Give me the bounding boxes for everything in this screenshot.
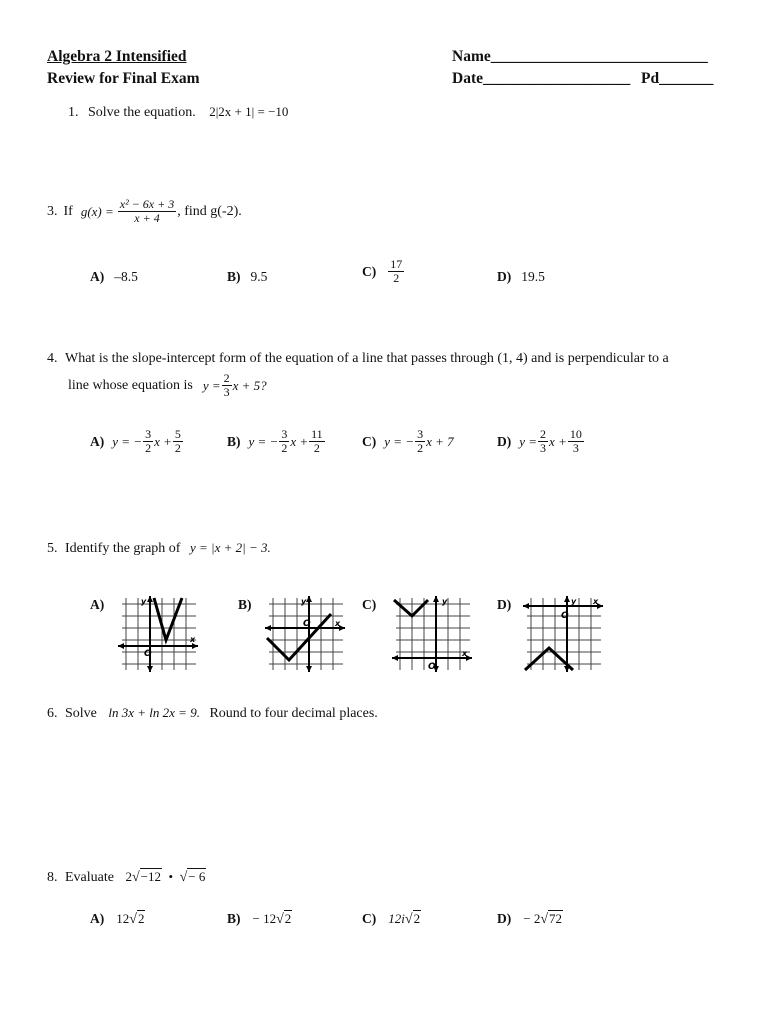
fraction-numerator: 5 — [174, 427, 181, 441]
choice-d[interactable] — [497, 268, 545, 286]
fraction-numerator: 3 — [281, 427, 288, 441]
graph-choice-a-label[interactable]: A) — [90, 597, 105, 612]
fraction-numerator: x² − 6x + 3 — [119, 197, 175, 211]
radical-sign: √ — [179, 870, 188, 885]
choice-value: 19.5 — [521, 269, 545, 284]
question-5 — [47, 540, 271, 557]
radicand: 2 — [284, 911, 292, 926]
fraction-numerator: 10 — [569, 427, 582, 441]
question-number: 1. — [68, 105, 79, 120]
date-field[interactable]: Date___________________ — [452, 70, 631, 87]
choice-label: A) — [90, 433, 105, 449]
coefficient: − 2 — [523, 911, 541, 926]
multiply-dot: • — [168, 869, 174, 884]
fraction-numerator: 17 — [390, 257, 403, 271]
choice-label: D) — [497, 911, 512, 926]
choice-c[interactable] — [362, 910, 421, 928]
coefficient: 12i — [388, 911, 405, 926]
coefficient: 2 — [125, 869, 132, 884]
fraction-denominator: 2 — [145, 441, 152, 455]
equation-lhs: y = − — [384, 433, 415, 449]
equation-lhs: y = — [519, 433, 538, 449]
question-number: 3. — [47, 203, 58, 219]
equation-lhs: y = − — [248, 433, 279, 449]
choice-label: A) — [90, 269, 105, 284]
origin-label: O — [303, 619, 311, 629]
course-title: Algebra 2 Intensified — [47, 48, 187, 65]
question-4-line-2 — [68, 372, 267, 399]
question-8 — [47, 869, 206, 886]
fraction-denominator: 2 — [174, 441, 181, 455]
fraction — [388, 258, 404, 285]
fraction-denominator: x + 4 — [134, 211, 160, 225]
fraction-numerator: 2 — [223, 371, 230, 385]
origin-label: O — [428, 662, 436, 672]
origin-label: O — [561, 611, 569, 621]
name-field[interactable]: Name____________________________ — [452, 48, 708, 65]
choice-label: C) — [362, 911, 377, 926]
fraction — [568, 428, 584, 455]
question-number: 4. — [47, 351, 58, 366]
choice-b[interactable] — [227, 910, 292, 928]
question-expression: y = |x + 2| − 3. — [189, 540, 271, 555]
choice-c[interactable] — [362, 258, 405, 285]
radicand: 2 — [137, 911, 145, 926]
axis-x-label: x — [593, 597, 599, 606]
choice-value: –8.5 — [114, 269, 138, 284]
graph-b[interactable] — [263, 594, 347, 674]
equation-lhs: y = — [202, 377, 221, 393]
radicand: 72 — [549, 911, 563, 926]
fraction-numerator: 11 — [311, 427, 323, 441]
coefficient: − 12 — [252, 911, 277, 926]
question-6 — [47, 705, 378, 722]
question-text: Solve the equation. — [88, 105, 196, 120]
choice-b[interactable] — [227, 268, 267, 286]
fraction — [279, 428, 289, 455]
choice-b[interactable] — [227, 428, 326, 455]
fraction — [118, 198, 176, 225]
fraction-denominator: 2 — [313, 441, 320, 455]
choice-label: A) — [90, 911, 105, 926]
radical-sign: √ — [131, 870, 140, 885]
choice-d[interactable] — [497, 910, 563, 928]
choice-label: B) — [227, 433, 241, 449]
graph-choice-c-label[interactable]: C) — [362, 597, 377, 612]
question-text: Evaluate — [65, 870, 114, 885]
equation-rest: x + 5? — [232, 377, 267, 393]
graph-c[interactable] — [390, 594, 474, 674]
axis-x-label: x — [462, 649, 468, 658]
fraction-denominator: 3 — [223, 385, 230, 399]
radicand: − 6 — [188, 869, 206, 884]
equation-mid: x + — [154, 433, 172, 449]
question-text: line whose equation is — [68, 377, 193, 393]
axis-y-label: y — [141, 597, 147, 606]
radical-sign: √ — [129, 912, 137, 927]
graph-d[interactable] — [521, 594, 605, 674]
choice-a[interactable] — [90, 910, 145, 928]
choice-label: D) — [497, 433, 512, 449]
fraction — [222, 372, 232, 399]
equation-mid: x + — [290, 433, 309, 449]
fraction — [143, 428, 153, 455]
question-number: 6. — [47, 706, 58, 721]
question-suffix: , find g(-2). — [177, 203, 242, 219]
choice-label: B) — [227, 911, 241, 926]
fraction-numerator: 3 — [145, 427, 152, 441]
question-prefix: If — [63, 203, 73, 219]
question-1 — [68, 104, 288, 121]
question-expression: 2|2x + 1| = −10 — [209, 104, 289, 119]
choice-value: 9.5 — [250, 269, 268, 284]
question-4-line-1 — [47, 351, 669, 367]
fraction-denominator: 2 — [393, 271, 400, 285]
choice-c[interactable] — [362, 428, 454, 455]
radicand: −12 — [140, 869, 162, 884]
axis-y-label: y — [301, 597, 307, 606]
question-number: 8. — [47, 870, 58, 885]
choice-label: C) — [362, 263, 377, 279]
radical-sign: √ — [540, 912, 549, 927]
fraction — [538, 428, 548, 455]
question-number: 5. — [47, 541, 58, 556]
graph-choice-d-label[interactable]: D) — [497, 597, 512, 612]
choice-a[interactable] — [90, 428, 184, 455]
question-expression: ln 3x + ln 2x = 9. — [108, 705, 200, 720]
axis-x-label: x — [190, 635, 196, 644]
choice-label: D) — [497, 269, 512, 284]
question-text: Identify the graph of — [65, 541, 181, 556]
fraction-numerator: 2 — [540, 427, 547, 441]
equation-mid: x + — [549, 433, 567, 449]
fraction-denominator: 3 — [540, 441, 547, 455]
coefficient: 12 — [116, 911, 130, 926]
choice-label: B) — [227, 269, 241, 284]
graph-choice-b-label[interactable]: B) — [238, 597, 252, 612]
question-suffix: Round to four decimal places. — [209, 706, 378, 721]
fraction-denominator: 2 — [417, 441, 424, 455]
function-name: g(x) = — [80, 203, 114, 219]
axis-y-label: y — [442, 597, 448, 606]
axis-y-label: y — [571, 597, 577, 606]
axis-x-label: x — [335, 619, 341, 628]
origin-label: O — [144, 649, 152, 659]
choice-d[interactable] — [497, 428, 585, 455]
choice-a[interactable] — [90, 268, 138, 286]
question-3 — [47, 198, 242, 225]
fraction-numerator: 3 — [417, 427, 424, 441]
fraction — [309, 428, 325, 455]
equation-mid: x + 7 — [426, 433, 454, 449]
graph-a[interactable] — [116, 594, 200, 674]
review-title: Review for Final Exam — [47, 70, 200, 87]
fraction — [415, 428, 425, 455]
equation-lhs: y = − — [112, 433, 143, 449]
choice-label: C) — [362, 433, 377, 449]
fraction-denominator: 2 — [281, 441, 288, 455]
question-text: What is the slope-intercept form of the equation of a line that passes through (1, 4) and is perpendicular to a — [65, 351, 669, 366]
period-field[interactable]: Pd_______ — [641, 70, 714, 87]
fraction — [173, 428, 183, 455]
radical-sign: √ — [276, 912, 284, 927]
radicand: 2 — [413, 911, 421, 926]
radical-sign: √ — [404, 912, 413, 927]
fraction-denominator: 3 — [572, 441, 579, 455]
question-text: Solve — [65, 706, 97, 721]
